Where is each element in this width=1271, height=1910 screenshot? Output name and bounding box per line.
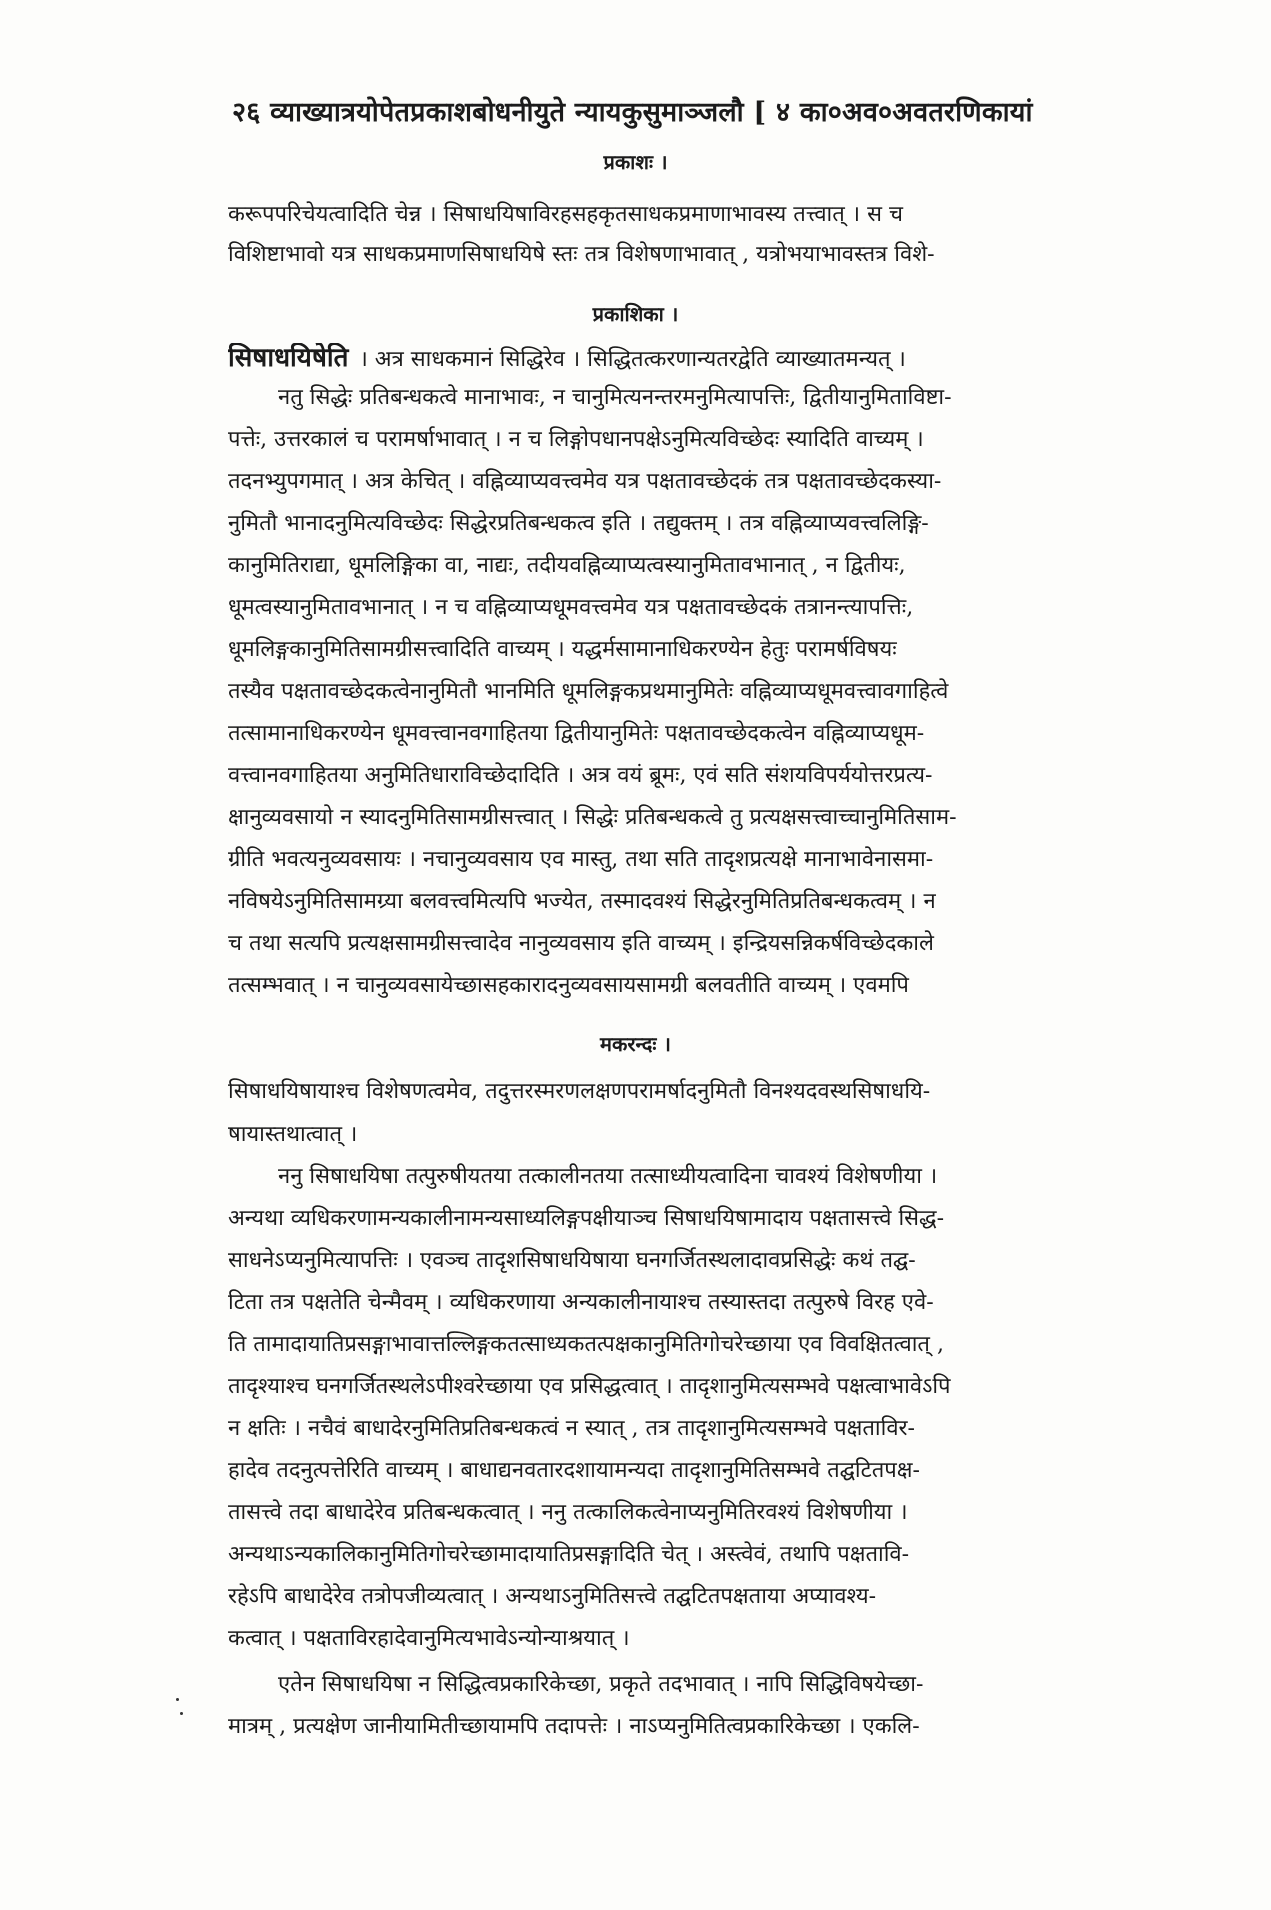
prakashika-first-line-text: । अत्र साधकमानं सिद्धिरेव । सिद्धितत्करणान्यतरद्वेति व्याख्यातमन्यत् । [359, 347, 906, 372]
prakashika-line: तस्यैव पक्षतावच्छेदकत्वेनानुमितौ भानमिति धूमलिङ्गकप्रथमानुमितेः वह्निव्याप्यधूमवत्त्वावगाहित्वे [228, 679, 949, 704]
makaranda-line: कत्वात् । पक्षताविरहादेवानुमित्यभावेऽन्योन्याश्रयात् । [228, 1626, 630, 1651]
makaranda-line: अन्यथाऽन्यकालिकानुमितिगोचरेच्छामादायातिप्रसङ्गादिति चेत् । अस्त्वेवं, तथापि पक्षतावि- [228, 1542, 910, 1567]
makaranda-line: तासत्त्वे तदा बाधादेरेव प्रतिबन्धकत्वात् । ननु तत्कालिकत्वेनाप्यनुमितिरवश्यं विशेषणीया । [228, 1500, 908, 1525]
prakashika-line: नविषयेऽनुमितिसामग्र्या बलवत्त्वमित्यपि भज्येत, तस्मादवश्यं सिद्धेरनुमितिप्रतिबन्धकत्वम् । न [228, 889, 936, 914]
prakashika-line: तदनभ्युपगमात् । अत्र केचित् । वह्निव्याप्यवत्त्वमेव यत्र पक्षतावच्छेदकं तत्र पक्षतावच्छेदकस्या- [228, 469, 942, 494]
prakasha-line: करूपपरिचेयत्वादिति चेन्न । सिषाधयिषाविरहसहकृतसाधकप्रमाणाभावस्य तत्त्वात् । स च [228, 202, 903, 227]
makaranda-line: मात्रम् , प्रत्यक्षेण जानीयामितीच्छायामपि तदापत्तेः । नाऽप्यनुमितित्वप्रकारिकेच्छा । एकलि- [228, 1714, 920, 1739]
prakashika-line: तत्सामानाधिकरण्येन धूमवत्त्वानवगाहितया द्वितीयानुमितेः पक्षतावच्छेदकत्वेन वह्निव्याप्यधूम- [228, 721, 925, 746]
prakashika-line: धूमलिङ्गकानुमितिसामग्रीसत्त्वादिति वाच्यम् । यद्धर्मसामानाधिकरण्येन हेतुः परामर्षविषयः [228, 637, 897, 662]
prakasha-line: विशिष्टाभावो यत्र साधकप्रमाणसिषाधयिषे स्तः तत्र विशेषणाभावात् , यत्रोभयाभावस्तत्र विशे- [228, 242, 935, 267]
makaranda-line: साधनेऽप्यनुमित्यापत्तिः । एवञ्च तादृशसिषाधयिषाया घनगर्जितस्थलादावप्रसिद्धेः कथं तद्घ- [228, 1248, 916, 1273]
prakashika-first-line [228, 343, 1183, 377]
prakashika-line: च तथा सत्यपि प्रत्यक्षसामग्रीसत्त्वादेव नानुव्यवसाय इति वाच्यम् । इन्द्रियसन्निकर्षविच्छेदकाले [228, 931, 934, 956]
page-header: २६ व्याख्यात्रयोपेतप्रकाशबोधनीयुते न्यायकुसुमाञ्जलौ [ ४ का०अव०अवतरणिकायां [232, 97, 1033, 128]
makaranda-line: तादृश्याश्च घनगर्जितस्थलेऽपीश्वरेच्छाया एव प्रसिद्धत्वात् । तादृशानुमित्यसम्भवे पक्षत्वाभावेऽपि [228, 1374, 951, 1399]
prakashika-line: क्षानुव्यवसायो न स्यादनुमितिसामग्रीसत्त्वात् । सिद्धेः प्रतिबन्धकत्वे तु प्रत्यक्षसत्त्वाच्चानुमितिसाम- [228, 805, 957, 830]
prakashika-line: पत्तेः, उत्तरकालं च परामर्षाभावात् । न च लिङ्गोपधानपक्षेऽनुमित्यविच्छेदः स्यादिति वाच्यम् । [228, 427, 924, 452]
makaranda-line: सिषाधयिषायाश्च विशेषणत्वमेव, तदुत्तरस्मरणलक्षणपरामर्षादनुमितौ विनश्यदवस्थसिषाधयि- [228, 1079, 931, 1104]
section-heading-prakashika: प्रकाशिका । [592, 302, 679, 326]
makaranda-line: एतेन सिषाधयिषा न सिद्धित्वप्रकारिकेच्छा, प्रकृते तदभावात् । नापि सिद्धिविषयेच्छा- [278, 1672, 924, 1697]
makaranda-line: टिता तत्र पक्षतेति चेन्मैवम् । व्यधिकरणाया अन्यकालीनायाश्च तस्यास्तदा तत्पुरुषे विरह एवे- [228, 1290, 934, 1315]
scan-speck [180, 1712, 183, 1715]
makaranda-line: अन्यथा व्यधिकरणामन्यकालीनामन्यसाध्यलिङ्गपक्षीयाञ्च सिषाधयिषामादाय पक्षतासत्त्वे सिद्ध- [228, 1206, 945, 1231]
prakashika-line: तत्सम्भवात् । न चानुव्यवसायेच्छासहकारादनुव्यवसायसामग्री बलवतीति वाच्यम् । एवमपि [228, 973, 909, 998]
prakashika-lead-word: सिषाधयिषेति [228, 343, 349, 373]
prakashika-line: नुमितौ भानादनुमित्यविच्छेदः सिद्धेरप्रतिबन्धकत्व इति । तद्युक्तम् । तत्र वह्निव्याप्यवत्त्वलिङ्गि- [228, 511, 929, 536]
makaranda-line: रहेऽपि बाधादेरेव तत्रोपजीव्यत्वात् । अन्यथाऽनुमितिसत्त्वे तद्घटितपक्षताया अप्यावश्य- [228, 1584, 877, 1609]
makaranda-line: ननु सिषाधयिषा तत्पुरुषीयतया तत्कालीनतया तत्साध्यीयत्वादिना चावश्यं विशेषणीया । [278, 1164, 938, 1189]
makaranda-line: षायास्तथात्वात् । [228, 1122, 358, 1147]
makaranda-line: हादेव तदनुत्पत्तेरिति वाच्यम् । बाधाद्यनवतारदशायामन्यदा तादृशानुमितिसम्भवे तद्घटितपक्ष- [228, 1458, 920, 1483]
prakashika-line: नतु सिद्धेः प्रतिबन्धकत्वे मानाभावः, न चानुमित्यनन्तरमनुमित्यापत्तिः, द्वितीयानुमिताविष्टा- [278, 385, 952, 410]
prakashika-line: कानुमितिराद्या, धूमलिङ्गिका वा, नाद्यः, तदीयवह्निव्याप्यत्वस्यानुमितावभानात् , न द्वितीयः, [228, 553, 906, 578]
section-heading-prakasha: प्रकाशः । [603, 150, 668, 174]
prakashika-line: वत्त्वानवगाहितया अनुमितिधाराविच्छेदादिति । अत्र वयं ब्रूमः, एवं सति संशयविपर्ययोत्तरप्रत्य- [228, 763, 933, 788]
section-heading-makaranda: मकरन्दः । [600, 1032, 671, 1056]
makaranda-line: न क्षतिः । नचैवं बाधादेरनुमितिप्रतिबन्धकत्वं न स्यात् , तत्र तादृशानुमित्यसम्भवे पक्षताविर- [228, 1416, 915, 1441]
scan-speck [176, 1698, 179, 1701]
prakashika-line: धूमत्वस्यानुमितावभानात् । न च वह्निव्याप्यधूमवत्त्वमेव यत्र पक्षतावच्छेदकं तत्रानन्त्यापत्तिः, [228, 595, 914, 620]
makaranda-line: ति तामादायातिप्रसङ्गाभावात्तल्लिङ्गकतत्साध्यकतत्पक्षकानुमितिगोचरेच्छाया एव विवक्षितत्वात् , [228, 1332, 944, 1357]
prakashika-line: ग्रीति भवत्यनुव्यवसायः । नचानुव्यवसाय एव मास्तु, तथा सति तादृशप्रत्यक्षे मानाभावेनासमा- [228, 847, 934, 872]
